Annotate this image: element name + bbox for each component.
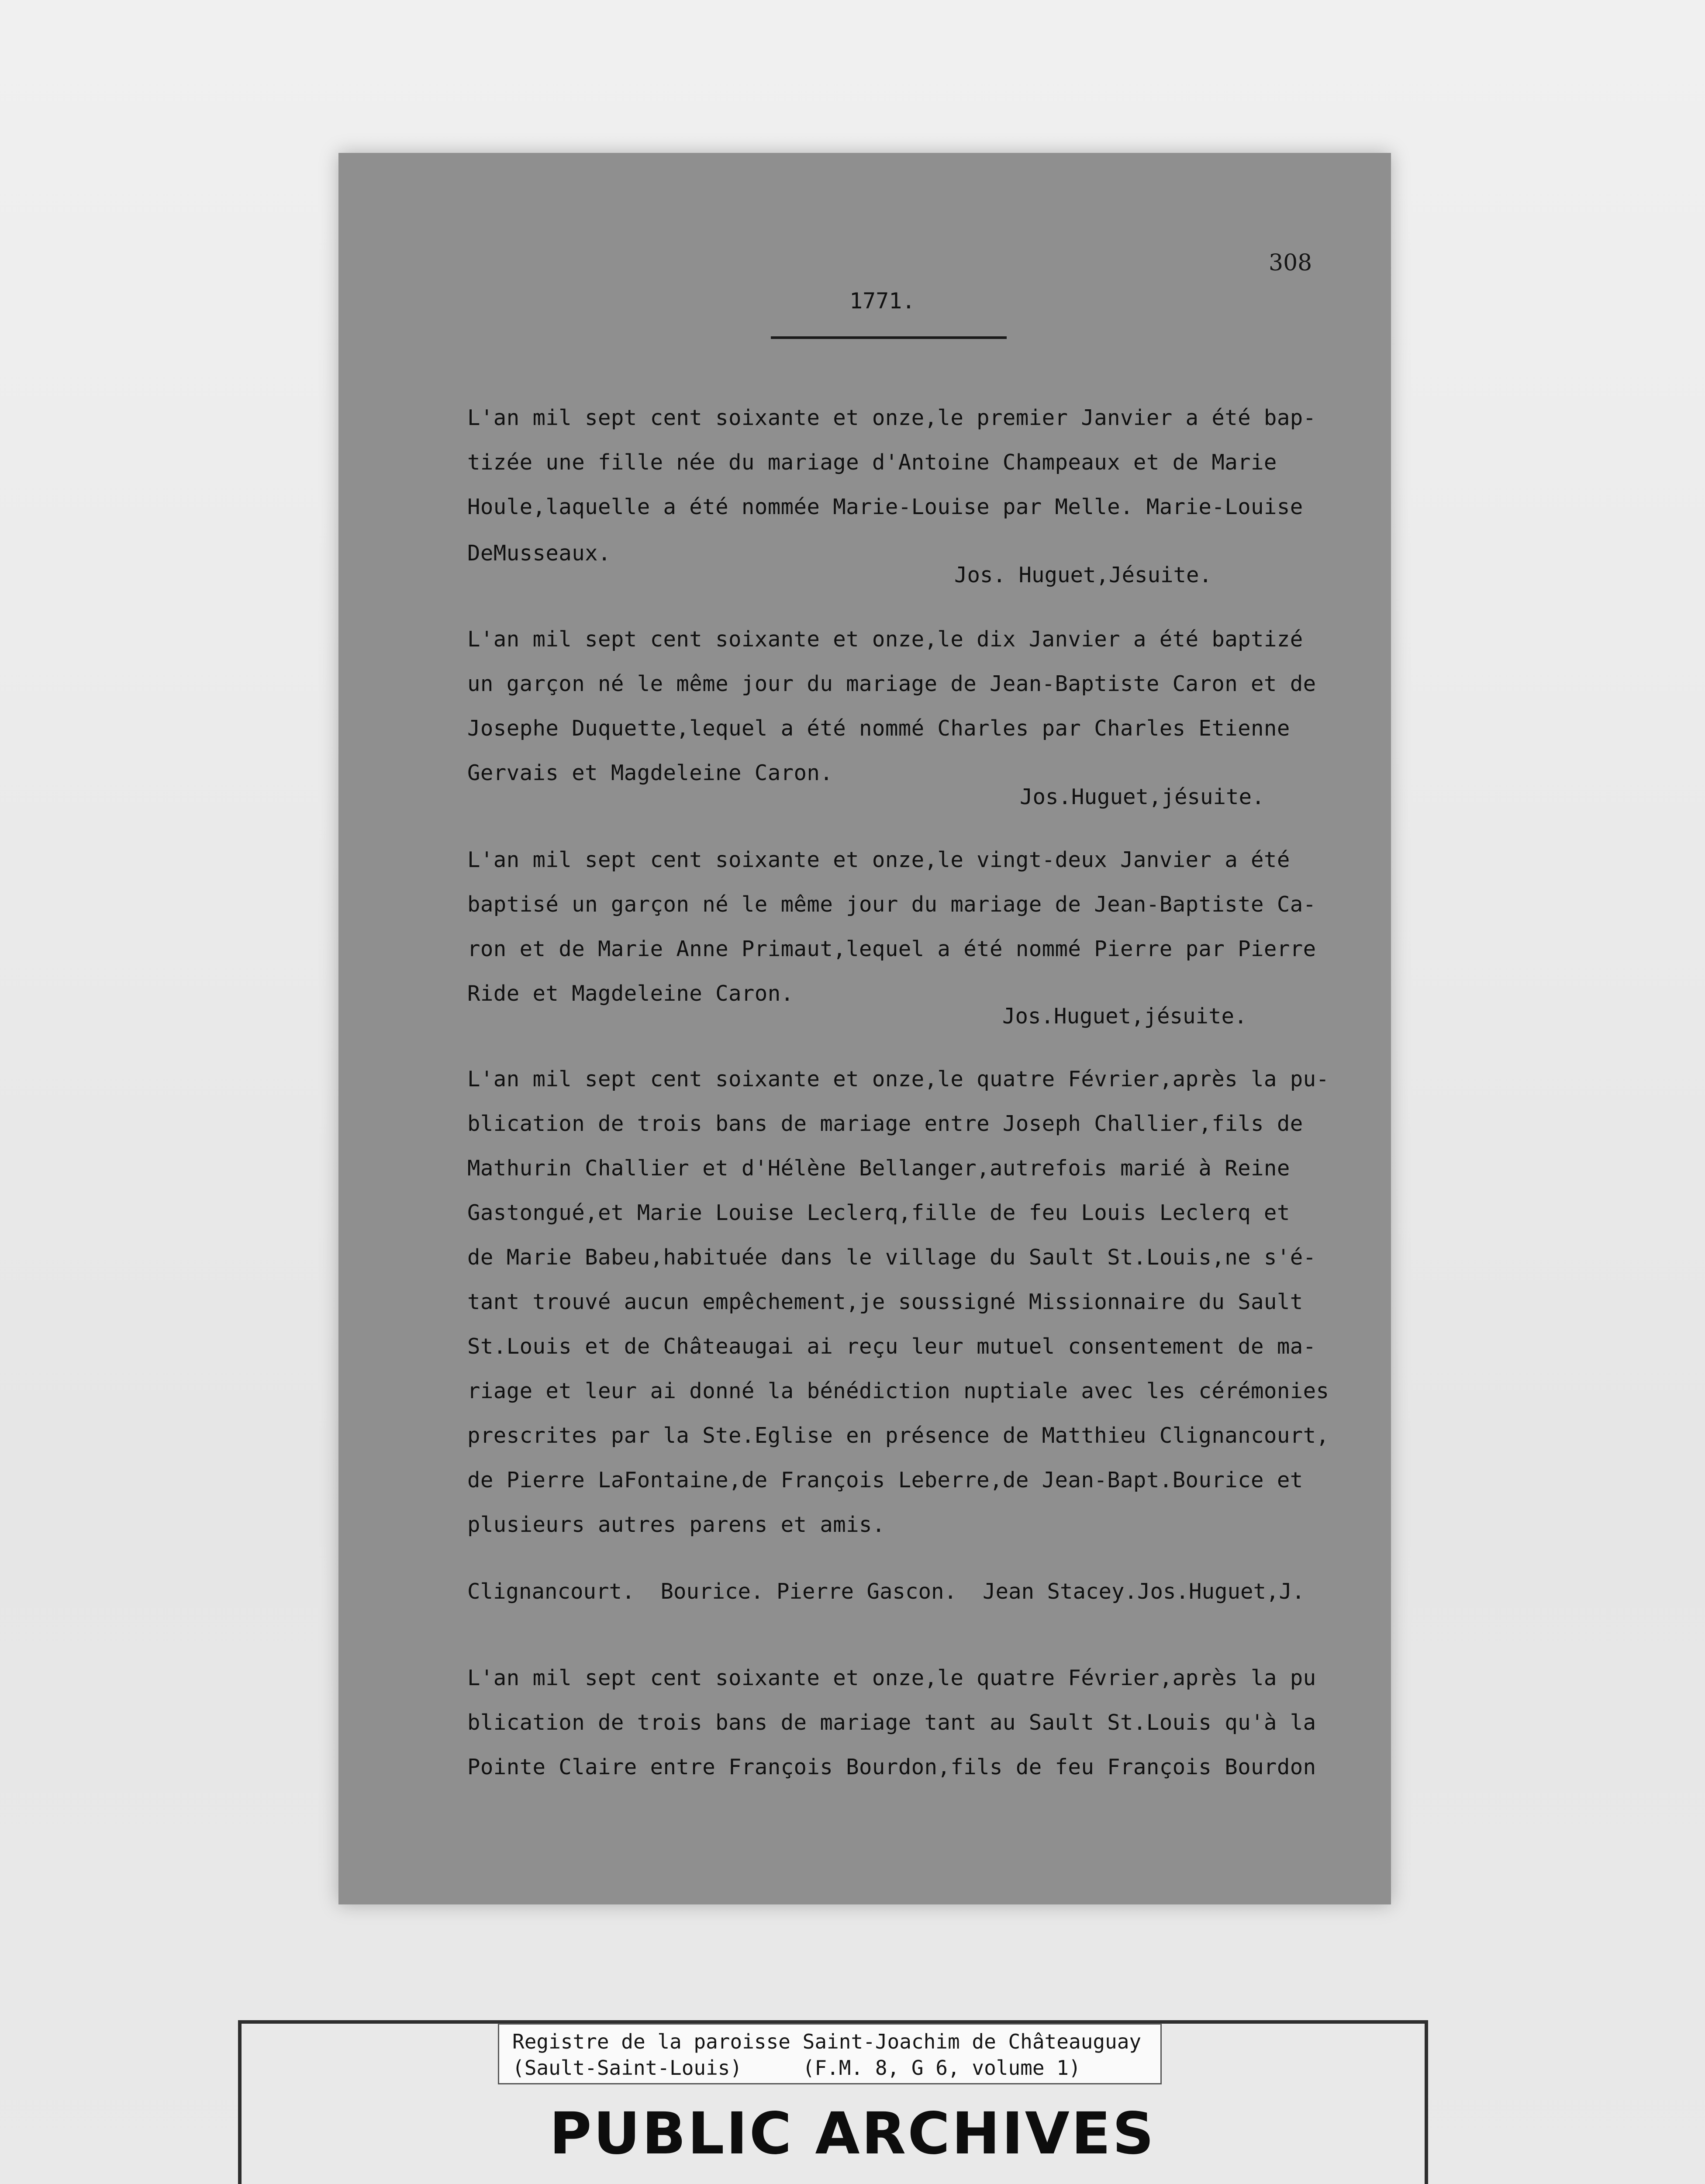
entry-4-signatures: Clignancourt. Bourice. Pierre Gascon. Jean Stacey.Jos.Huguet,J. (467, 1579, 1305, 1604)
catalog-register-title: Registre de la paroisse Saint-Joachim de Châteauguay (512, 2030, 1142, 2053)
year-underline (771, 336, 1007, 339)
entry-4-line: Mathurin Challier et d'Hélène Bellanger,autrefois marié à Reine (467, 1156, 1290, 1181)
entry-5-line: L'an mil sept cent soixante et onze,le quatre Février,après la pu (467, 1666, 1316, 1690)
entry-4-line: L'an mil sept cent soixante et onze,le quatre Février,après la pu- (467, 1067, 1329, 1092)
entry-1-line: tizée une fille née du mariage d'Antoine Champeaux et de Marie (467, 450, 1277, 475)
entry-5-line: Pointe Claire entre François Bourdon,fils de feu François Bourdon (467, 1755, 1316, 1780)
entry-2-line: Josephe Duquette,lequel a été nommé Charles par Charles Etienne (467, 716, 1290, 741)
catalog-reference: (Sault-Saint-Louis) (F.M. 8, G 6, volume 1) (512, 2056, 1081, 2080)
entry-4-line: tant trouvé aucun empêchement,je soussigné Missionnaire du Sault (467, 1289, 1303, 1314)
page-number: 308 (1269, 250, 1312, 276)
entry-1-line: L'an mil sept cent soixante et onze,le premier Janvier a été bap- (467, 405, 1316, 430)
entry-4-line: Gastongué,et Marie Louise Leclerq,fille de feu Louis Leclerq et (467, 1200, 1290, 1225)
catalog-slip (498, 2023, 1162, 2084)
entry-4-line: plusieurs autres parens et amis. (467, 1512, 885, 1537)
entry-1-line: DeMusseaux. (467, 541, 611, 566)
entry-3-signature: Jos.Huguet,jésuite. (1002, 1004, 1247, 1029)
entry-2-signature: Jos.Huguet,jésuite. (1020, 784, 1265, 809)
stamp-public-archives: PUBLIC ARCHIVES (549, 2100, 1156, 2167)
entry-5-line: blication de trois bans de mariage tant au Sault St.Louis qu'à la (467, 1710, 1316, 1735)
entry-2-line: un garçon né le même jour du mariage de Jean-Baptiste Caron et de (467, 671, 1316, 696)
entry-3-line: baptisé un garçon né le même jour du mariage de Jean-Baptiste Ca- (467, 892, 1316, 917)
entry-4-line: de Pierre LaFontaine,de François Leberre,de Jean-Bapt.Bourice et (467, 1468, 1303, 1493)
entry-1-signature: Jos. Huguet,Jésuite. (954, 563, 1212, 587)
entry-4-line: riage et leur ai donné la bénédiction nuptiale avec les cérémonies (467, 1379, 1329, 1403)
entry-3-line: Ride et Magdeleine Caron. (467, 981, 794, 1006)
entry-4-line: prescrites par la Ste.Eglise en présence de Matthieu Clignancourt, (467, 1423, 1329, 1448)
entry-3-line: ron et de Marie Anne Primaut,lequel a été nommé Pierre par Pierre (467, 936, 1316, 961)
register-page (338, 153, 1391, 1904)
entry-4-line: St.Louis et de Châteaugai ai reçu leur mutuel consentement de ma- (467, 1334, 1316, 1359)
entry-4-line: de Marie Babeu,habituée dans le village du Sault St.Louis,ne s'é- (467, 1245, 1316, 1270)
year-heading: 1771. (849, 288, 915, 314)
entry-4-line: blication de trois bans de mariage entre Joseph Challier,fils de (467, 1111, 1303, 1136)
entry-2-line: Gervais et Magdeleine Caron. (467, 760, 833, 785)
entry-3-line: L'an mil sept cent soixante et onze,le vingt-deux Janvier a été (467, 847, 1290, 872)
entry-1-line: Houle,laquelle a été nommée Marie-Louise par Melle. Marie-Louise (467, 494, 1303, 519)
entry-2-line: L'an mil sept cent soixante et onze,le dix Janvier a été baptizé (467, 627, 1303, 652)
